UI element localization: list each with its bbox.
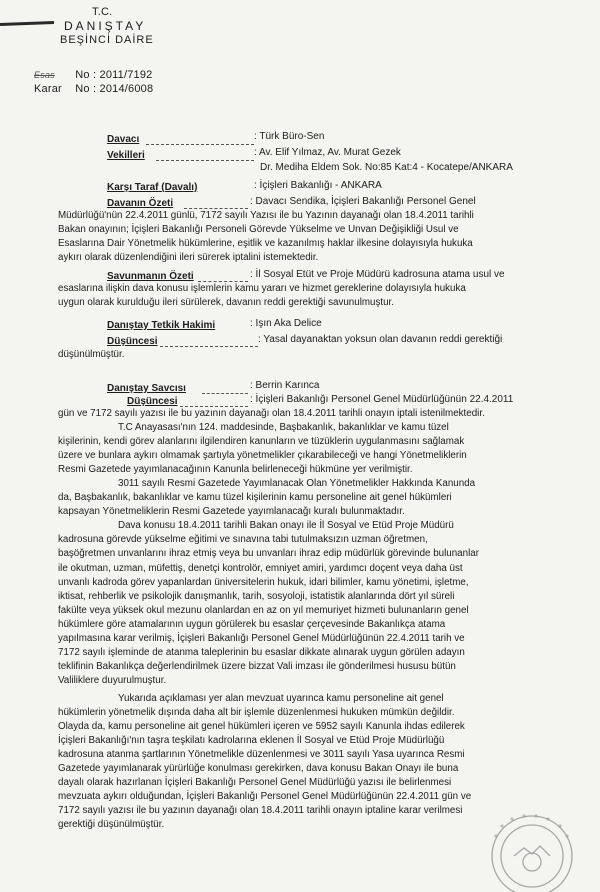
tetkik-paragraph	[58, 348, 558, 362]
field-divider	[156, 160, 254, 161]
field-label-text: Davanın Özeti	[107, 198, 174, 209]
field-divider	[160, 346, 258, 347]
field-value-tetkik-hakimi: : Işın Aka Delice	[250, 318, 322, 329]
paragraph-line: uygun olarak kurulduğu ileri sürülerek, davanın reddi gerektiği savunulmuştur.	[58, 297, 395, 309]
field-label-text: Düşüncesi	[107, 336, 158, 347]
karar-number: No : 2014/6008	[75, 83, 154, 95]
paragraph-line: 7172 sayılı yazısı ile bu yazının dayanağı olan 18.4.2011 tarihli onayın iptaline karar verilmesi	[58, 805, 463, 817]
paragraph-line: 7172 sayılı işleminde de atanma taleplerinin bu esaslar dikkate alınarak uygun görülen adayın	[58, 646, 465, 658]
paragraph-line: Dava konusu 18.4.2011 tarihli Bakan onayı ile İl Sosyal ve Etüd Proje Müdürü	[118, 520, 454, 532]
header-tc: T.C.	[92, 6, 113, 18]
field-label-savci	[107, 383, 186, 395]
field-label-text: Savunmanın Özeti	[107, 271, 194, 282]
paragraph-line: aykırı olarak düzenlendiğini ileri sürerek iptalini istemektedir.	[58, 252, 319, 264]
stamp-mark	[500, 824, 503, 827]
savci-paragraph	[58, 407, 558, 832]
field-label-text: Karşı Taraf (Davalı)	[107, 182, 198, 193]
stamp-mark	[546, 817, 549, 820]
field-value-davaci: : Türk Büro-Sen	[254, 131, 325, 142]
stamp-mark	[522, 814, 525, 817]
field-value-dava-ozeti: : Davacı Sendika, İçişleri Bakanlığı Personel Genel	[250, 196, 476, 207]
stamp-mark	[558, 824, 561, 827]
field-value-dusuncesi-savci: : İçişleri Bakanlığı Personel Genel Müdürlüğünün 22.4.2011	[250, 394, 514, 405]
paragraph-line: 3011 sayılı Resmi Gazetede Yayımlanacak Olan Yönetmelikler Hakkında Kanunda	[118, 478, 476, 490]
field-label-dusuncesi-tetkik	[107, 336, 158, 348]
stamp-mark	[494, 834, 497, 837]
paragraph-line: yapılmasına karar verilmiş, İçişleri Bakanlığı Personel Genel Müdürlüğünün 22.4.2011 tarih ve	[58, 632, 465, 644]
field-value-vekilleri-address: Dr. Mediha Eldem Sok. No:85 Kat:4 - Kocatepe/ANKARA	[260, 162, 513, 173]
field-label-tetkik-hakimi	[107, 320, 215, 332]
paragraph-line: teklifinin Bakanlıkça değerlendirilmek üzere bizzat Vali imzası ile gönderilmesi hususu bütün	[58, 660, 456, 672]
field-divider	[146, 144, 254, 145]
field-label-text: Düşüncesi	[127, 396, 178, 407]
esas-label: Esas	[34, 70, 55, 80]
paragraph-line: kapsayan Yönetmeliklerin Resmi Gazetede yayımlanacağı kuralı bulunmaktadır.	[58, 506, 405, 518]
paragraph-line: gerektiği düşünülmüştür.	[58, 819, 165, 831]
field-value-savci: : Berrin Karınca	[250, 380, 320, 391]
field-label-davaci	[107, 134, 139, 146]
paragraph-line: kadrosuna görevde yükselme eğitimi ve sınavına tabi tutulmaksızın uzman öğretmen,	[58, 534, 428, 546]
field-value-savunma-ozeti: : İl Sosyal Etüt ve Proje Müdürü kadrosuna atama usul ve	[250, 269, 505, 280]
paragraph-line: hükümlere göre atamalarının uygun görülerek bu esaslar çerçevesinde Bakanlıkça atama	[58, 618, 446, 630]
field-label-text: Davacı	[107, 134, 140, 145]
paragraph-line: başöğretmen unvanlarını ihraz etmiş veya bu unvanları ihraz edip müdürlük görevinde bulunanlar	[58, 548, 479, 560]
paragraph-line: ile okutman, uzman, müfettiş, denetçi kontrolör, emniyet amiri, yardımcı doçent veya daha üst	[58, 562, 463, 574]
paragraph-line: fakülte veya yüksek okul mezunu olanlardan en az on yıl memuriyet hizmeti bulunanların genel	[58, 604, 469, 616]
paragraph-line: Esaslarına Dair Yönetmelik hükümlerine, eşitlik ve kazanılmış haklar ilkesine dolayısıyla hukuka	[58, 238, 473, 250]
field-label-karsi-taraf	[107, 182, 197, 194]
stamp-mark	[523, 853, 541, 871]
paragraph-line: Olayda da, kamu personeline ait genel hükümleri içeren ve 5952 sayılı Kanunla ihdas edilerek	[58, 721, 465, 733]
savunma-ozeti-paragraph	[58, 282, 558, 310]
field-value-vekilleri: : Av. Elif Yılmaz, Av. Murat Gezek	[254, 147, 401, 158]
stamp-mark	[501, 825, 563, 887]
paragraph-line: hükümlerin yönetmelik dışında daha alt bir işlemle düzenlenmesi hukuken mümkün değildir.	[58, 706, 455, 718]
paragraph-line: mevzuata aykırı olduğundan, İçişleri Bakanlığı Personel Genel Müdürlüğünün 22.4.2011 gün ve	[58, 791, 472, 803]
paragraph-line: üzere ve bunlara aykırı olmamak şartıyla yönetmelikler çıkarabileceği ve hangi Yönetmeliklerin	[58, 450, 467, 462]
paragraph-line: Resmi Gazetede yayımlanacağının Kanunla belirleneceği hükmüne yer verilmiştir.	[58, 464, 413, 476]
paragraph-line: da, Başbakanlık, bakanlıklar ve kamu tüzel kişilerinin kamu personeline ait genel hükümleri	[58, 492, 452, 504]
stamp-mark	[534, 814, 537, 817]
esas-number: No : 2011/7192	[75, 69, 153, 81]
field-label-vekilleri	[107, 150, 145, 162]
paragraph-line: dayalı olarak hazırlanan İçişleri Bakanlığı Personel Genel Müdürlüğü yazısı ile belirlenmesi	[58, 777, 452, 789]
field-value-karsi-taraf: : İçişleri Bakanlığı - ANKARA	[254, 180, 382, 191]
paragraph-line: esaslarına ilişkin dava konusu işlemlerin kamu yararı ve hizmet gereklerine dolayısıyla hukuka	[58, 283, 466, 294]
stamp-mark	[514, 846, 550, 856]
paragraph-line: Yukarıda açıklaması yer alan mevzuat uyarınca kamu personeline ait genel	[118, 692, 444, 704]
paragraph-line: kadrosuna atanma şartlarının Yönetmelikle düzenlenmesi ve 3011 sayılı Yasa uyarınca Resmi	[58, 749, 465, 761]
field-divider	[202, 393, 248, 394]
header-chamber: BEŞİNCİ DAİRE	[60, 34, 154, 46]
paragraph-line: iktisat, rehberlik ve psikolojik danışmanlık, tarih, sosyoloji, istatistik alanlarında dört yıl süreli	[58, 590, 455, 602]
stamp-mark	[510, 817, 513, 820]
field-label-text: Vekilleri	[107, 150, 145, 161]
karar-label: Karar	[34, 83, 62, 95]
paragraph-line: gün ve 7172 sayılı yazısı ile bu yazının dayanağı olan 18.4.2011 tarihli onayın iptali istenilmektedir.	[58, 408, 485, 419]
stamp-mark	[565, 834, 568, 837]
field-value-dusuncesi-tetkik: : Yasal dayanaktan yoksun olan davanın reddi gerektiği	[258, 334, 503, 345]
field-label-text: Danıştay Savcısı	[107, 383, 186, 394]
paragraph-line: İçişleri Bakanlığı'nın taşra teşkilatı kadrolarına eklenen İl Sosyal ve Etüd Proje Müdürlüğü	[58, 735, 445, 747]
paragraph-line: unvanlı kadroda görev yapanlardan üniversitelerin hukuk, idari bilimler, kamu yönetimi, işletme,	[58, 576, 469, 588]
paragraph-line: kişilerinin, kendi görev alanlarını ilgilendiren kanunların ve tüzüklerin uygulanmasını sağlamak	[58, 436, 465, 448]
official-seal-stamp	[472, 796, 590, 892]
header-court: DANIŞTAY	[64, 19, 147, 33]
paragraph-line: Bakan onayının; İçişleri Bakanlığı Personeli Görevde Yükselme ve Unvan Değişikliği Usul ve	[58, 224, 459, 236]
paragraph-line: düşünülmüştür.	[58, 349, 125, 360]
paragraph-line: T.C Anayasası'nın 124. maddesinde, Başbakanlık, bakanlıklar ve kamu tüzel	[118, 422, 449, 434]
paragraph-line: Valiliklere duyurulmuştur.	[58, 674, 167, 686]
paragraph-line: Müdürlüğü'nün 22.4.2011 günlü, 7172 sayılı Yazısı ile bu Yazının dayanağı olan 18.4.2011 tarihli	[58, 210, 474, 221]
dava-ozeti-paragraph	[58, 209, 558, 265]
field-label-text: Danıştay Tetkik Hakimi	[107, 320, 216, 331]
paragraph-line: Gazetede yayımlanarak yürürlüğe konulması gerekirken, dava konusu Bakan Onayı ile buna	[58, 763, 459, 775]
